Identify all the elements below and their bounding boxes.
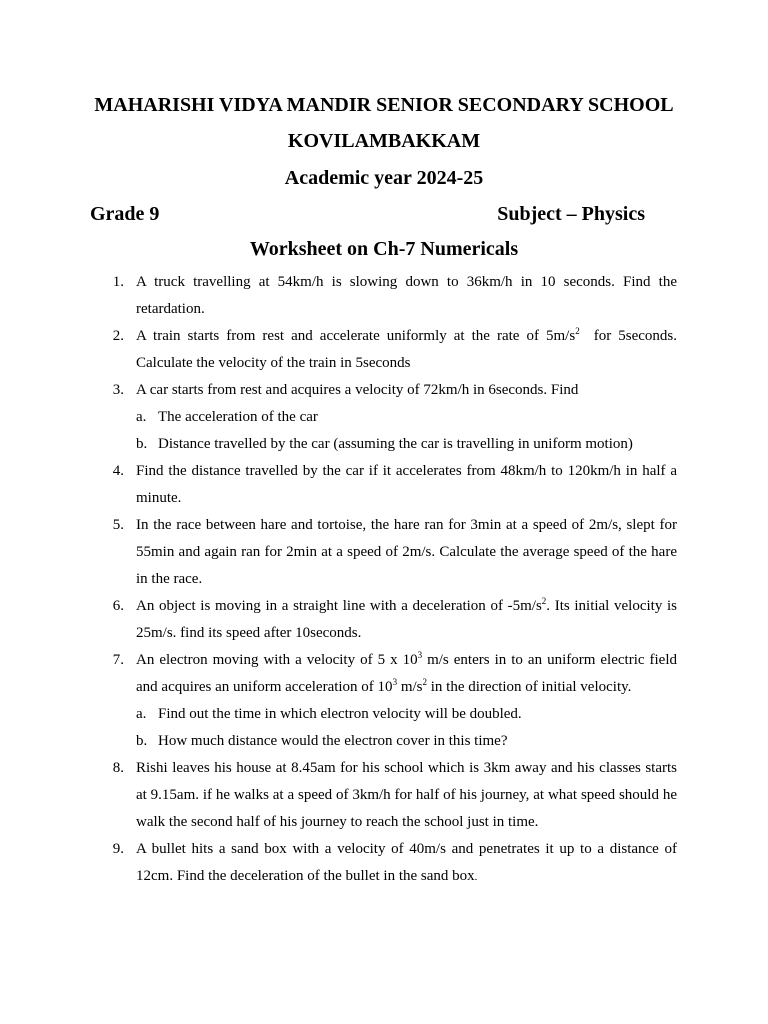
sub-question-text: How much distance would the electron cover in this time? [158, 733, 508, 749]
sub-question-text: The acceleration of the car [158, 409, 318, 425]
question-text: A bullet hits a sand box with a velocity of 40m/s and penetrates it up to a distance of 12cm. Find the deceleration of the bullet in the sand box [136, 841, 677, 884]
question-number: 2. [112, 328, 124, 344]
question-text: . [474, 871, 478, 883]
school-location: KOVILAMBAKKAM [287, 130, 481, 152]
question-text: Rishi leaves his house at 8.45am for his school which is 3km away and his classes starts at 9.15am. if he walks at a speed of 3km/h for half of his journey, at what speed should he walk the second half of his journey to reach the school just in time. [136, 760, 677, 830]
question-text: in the direction of initial velocity. [427, 679, 632, 695]
superscript: 3 [392, 677, 398, 687]
sub-question-letter: b. [136, 436, 148, 452]
subject-label: Subject – Physics [497, 203, 645, 225]
sub-question-text: Distance travelled by the car (assuming the car is travelling in uniform motion) [158, 436, 633, 452]
question-item [100, 323, 681, 377]
question-text: In the race between hare and tortoise, the hare ran for 3min at a speed of 2m/s, slept for 55min and again ran for 2min at a speed of 2m/s. Calculate the average speed of the hare in the race. [136, 517, 677, 587]
superscript: 2 [541, 596, 547, 606]
question-text: Find the distance travelled by the car if it accelerates from 48km/h to 120km/h in half a minute. [136, 463, 677, 506]
question-number: 6. [112, 598, 124, 614]
superscript: 3 [417, 650, 423, 660]
sub-question [100, 431, 677, 458]
question-text: . Its initial velocity is 25m/s. find its speed after 10seconds. [136, 598, 677, 641]
question-number: 3. [112, 382, 124, 398]
sub-question-text: Find out the time in which electron velocity will be doubled. [158, 706, 522, 722]
question-item [100, 377, 677, 404]
sub-question [100, 701, 677, 728]
question-item [100, 755, 677, 836]
sub-question [100, 404, 677, 431]
question-text: A car starts from rest and acquires a velocity of 72km/h in 6seconds. Find [136, 382, 579, 398]
question-text: An object is moving in a straight line with a deceleration of -5m/s [136, 598, 542, 614]
sub-question [100, 728, 677, 755]
question-number: 1. [112, 274, 124, 290]
question-item [100, 512, 677, 593]
sub-question-letter: a. [136, 706, 147, 722]
question-item [100, 593, 677, 647]
worksheet-title: Worksheet on Ch-7 Numericals [249, 238, 519, 260]
question-number: 4. [112, 463, 124, 479]
question-number: 9. [112, 841, 124, 857]
question-text: A truck travelling at 54km/h is slowing down to 36km/h in 10 seconds. Find the retardation. [136, 274, 677, 317]
superscript: 2 [575, 326, 580, 336]
sub-question-letter: a. [136, 409, 147, 425]
question-number: 5. [112, 517, 124, 533]
sub-question-letter: b. [136, 733, 148, 749]
question-text: An electron moving with a velocity of 5 x 10 [136, 652, 418, 668]
question-number: 8. [112, 760, 124, 776]
question-item [100, 269, 677, 323]
question-list [100, 269, 681, 891]
school-name: MAHARISHI VIDYA MANDIR SENIOR SECONDARY SCHOOL [94, 94, 674, 116]
grade-label: Grade 9 [90, 203, 160, 225]
question-text: for 5seconds. Calculate the velocity of the train in 5seconds [136, 328, 681, 371]
question-text: A train starts from rest and accelerate uniformly at the rate of 5m/s [136, 328, 576, 344]
question-item [100, 458, 677, 512]
academic-year: Academic year 2024-25 [284, 167, 484, 189]
question-text: m/s enters in to an uniform electric field and acquires an uniform acceleration of 10 [136, 652, 678, 695]
question-item [100, 647, 677, 701]
superscript: 2 [422, 677, 427, 687]
question-text: m/s [397, 679, 423, 695]
question-item [100, 836, 677, 891]
question-number: 7. [112, 652, 124, 668]
